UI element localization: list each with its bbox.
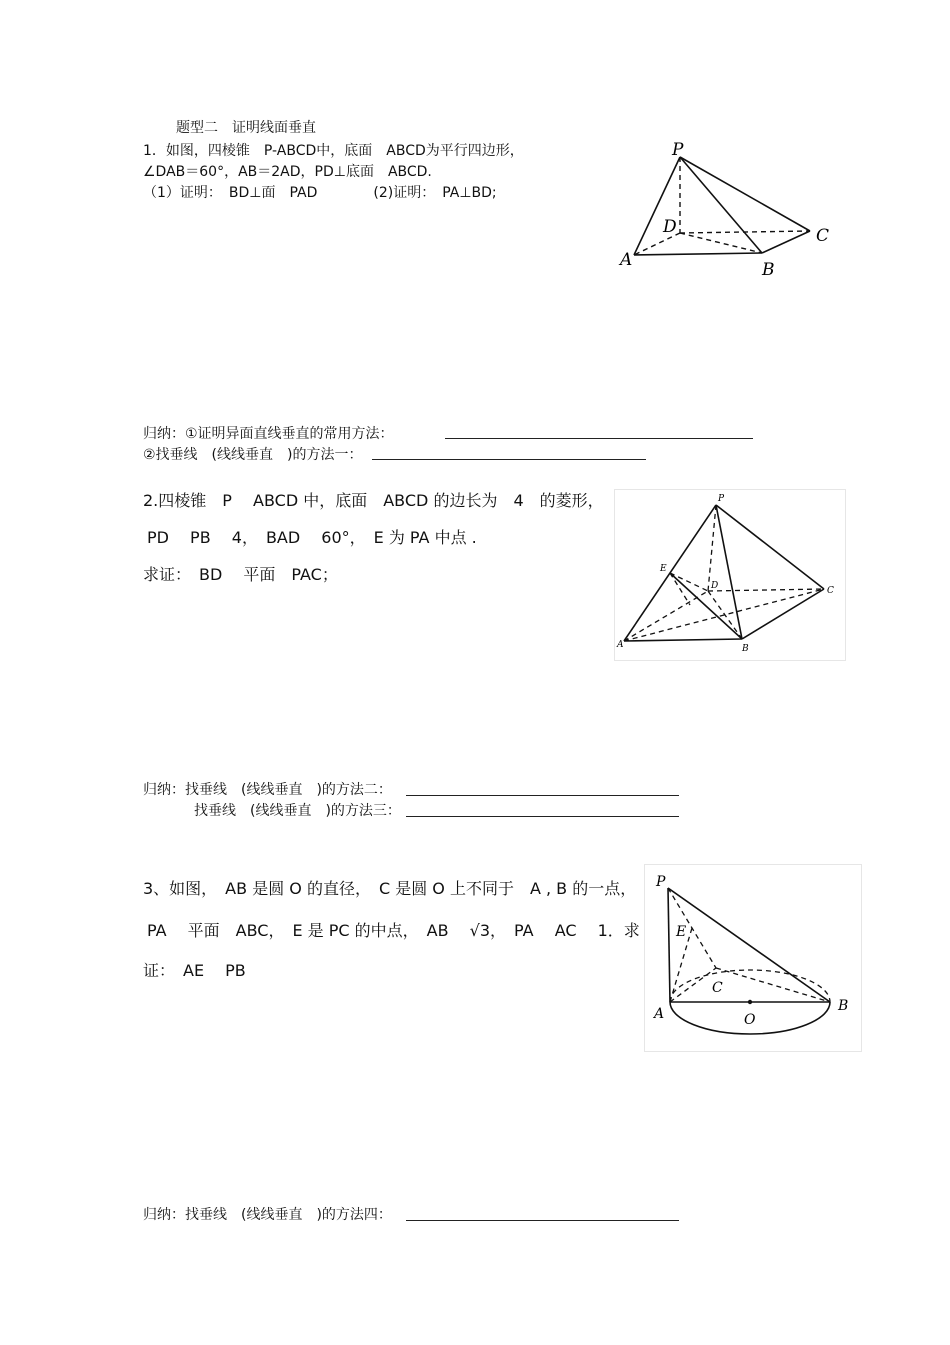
q2-summary2: 找垂线 (线线垂直 )的方法三： <box>194 803 401 819</box>
q1-summary1: 归纳：①证明异面直线垂直的常用方法： <box>143 426 394 442</box>
q1-line1: 1．如图，四棱锥 P-ABCD中，底面 ABCD为平行四边形， <box>143 143 524 159</box>
q2-line3: 求证： BD 平面 PAC； <box>143 565 338 584</box>
fig1-label-b: B <box>762 260 775 280</box>
q3-summary1: 归纳：找垂线 (线线垂直 )的方法四： <box>143 1207 392 1223</box>
fig2-label-e: E <box>660 564 667 574</box>
fig2-label-c: C <box>827 586 834 596</box>
fig1-label-d: D <box>663 217 677 237</box>
fig3-label-c: C <box>712 980 723 996</box>
q2-summary1: 归纳：找垂线 (线线垂直 )的方法二： <box>143 782 392 798</box>
q2-line2: PD PB 4， BAD 60°， E 为 PA 中点 . <box>147 528 477 547</box>
fig3-label-o: O <box>744 1012 756 1028</box>
q1-line2: ∠DAB＝60°，AB＝2AD，PD⊥底面 ABCD. <box>143 164 432 180</box>
fig1-label-p: P <box>672 140 684 160</box>
fig2-label-p: P <box>718 494 725 504</box>
figure-3-cone <box>644 864 860 1050</box>
fig2-label-b: B <box>742 644 749 654</box>
q1-line3: （1）证明： BD⊥面 PAD (2)证明： PA⊥BD; <box>143 185 497 201</box>
fig3-label-e: E <box>676 924 687 940</box>
answer-blank <box>406 795 679 796</box>
answer-blank <box>406 816 679 817</box>
q3-line3: 证： AE PB <box>143 961 246 980</box>
answer-blank <box>372 459 646 460</box>
q3-line1: 3、如图， AB 是圆 O 的直径， C 是圆 O 上不同于 A , B 的一点， <box>143 879 637 898</box>
q3-line2: PA 平面 ABC， E 是 PC 的中点， AB √3， PA AC 1．求 <box>147 921 640 940</box>
fig2-label-d: D <box>711 581 719 591</box>
section-title: 题型二 证明线面垂直 <box>176 120 316 136</box>
fig3-label-b: B <box>838 998 849 1014</box>
answer-blank <box>406 1220 679 1221</box>
answer-blank <box>445 438 753 439</box>
fig1-label-a: A <box>620 250 633 270</box>
fig1-label-c: C <box>816 226 830 246</box>
q1-summary2: ②找垂线 (线线垂直 )的方法一： <box>143 447 363 463</box>
q2-line1: 2.四棱锥 P ABCD 中，底面 ABCD 的边长为 4 的菱形， <box>143 491 604 510</box>
figure-1-pyramid <box>610 135 840 285</box>
figure-2-pyramid <box>614 489 844 659</box>
fig3-label-a: A <box>654 1006 665 1022</box>
fig3-label-p: P <box>656 874 666 890</box>
fig2-label-a: A <box>617 640 624 650</box>
